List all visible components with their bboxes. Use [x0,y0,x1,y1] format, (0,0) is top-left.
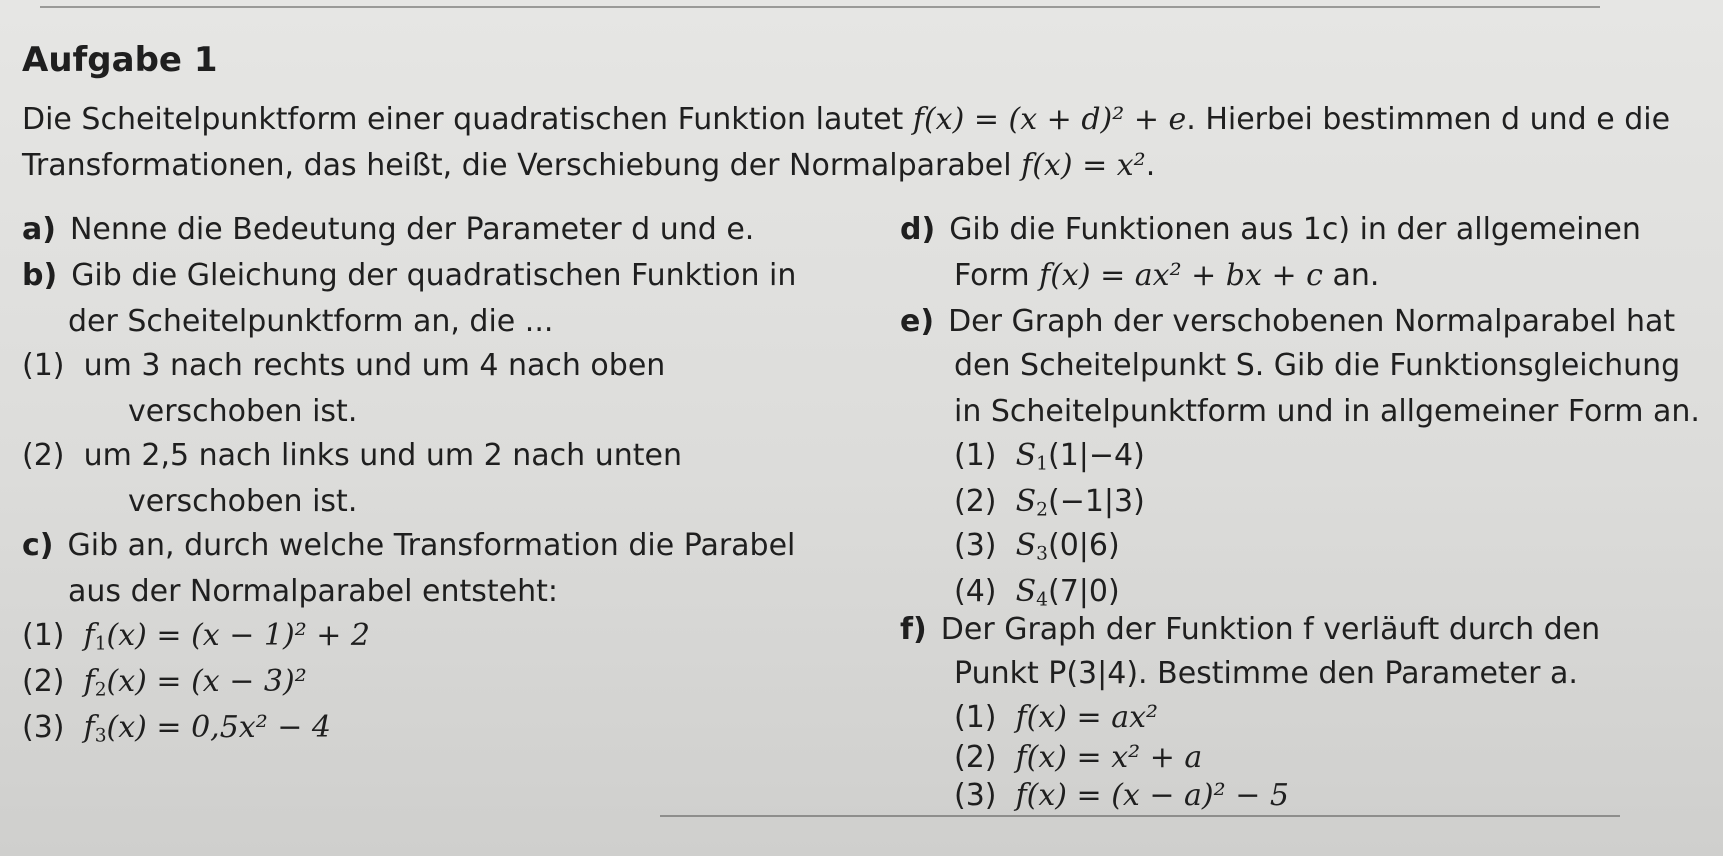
intro-line-1 [22,102,1670,138]
task-b-item-1 [22,348,665,384]
task-d-text-post: an. [1332,258,1380,293]
intro-formula: f(x) = (x + d)² + e [912,102,1187,137]
task-f-item-num: (3) [954,778,997,813]
task-b-label: b) [22,258,58,293]
function-expression: (x) = (x − 1)² + 2 [106,618,371,653]
vertex-point [1016,528,1048,563]
vertex-name: S [1015,484,1037,519]
task-f-item-formula: f(x) = (x − a)² − 5 [1015,778,1289,813]
function-name: f [83,664,95,699]
vertex-index: 1 [1036,453,1048,475]
task-c-item-num: (1) [22,618,65,653]
task-f-item-num: (1) [954,700,997,735]
task-e-item-num: (2) [954,484,997,519]
task-b-line-2: der Scheitelpunktform an, die ... [68,304,554,339]
normal-parabola-formula: f(x) = x² [1021,148,1146,183]
task-c-item-num: (2) [22,664,65,699]
task-a [22,212,754,248]
function-expression: (x) = (x − 3)² [106,664,307,699]
task-c-item [22,618,370,654]
task-e-line-1 [900,304,1675,340]
vertex-name: S [1015,438,1037,473]
task-b-item-2-text: um 2,5 nach links und um 2 nach unten [83,438,682,473]
task-e-item-num: (3) [954,528,997,563]
task-c-text-1: Gib an, durch welche Transformation die Parabel [67,528,796,563]
task-d-line-1 [900,212,1641,248]
task-b-item-1-text: um 3 nach rechts und um 4 nach oben [83,348,666,383]
vertex-point [1016,484,1048,519]
task-f-item-num: (2) [954,740,997,775]
task-c-item-formula [84,618,370,653]
function-index: 2 [94,679,107,701]
task-b-item-1-cont: verschoben ist. [128,394,358,429]
task-e-item [954,484,1145,520]
task-e-line-2: den Scheitelpunkt S. Gib die Funktionsgleichung [954,348,1681,383]
task-e-item [954,574,1120,610]
task-f-text-1: Der Graph der Funktion f verläuft durch den [940,612,1601,647]
task-e-item-num: (4) [954,574,997,609]
vertex-name: S [1015,528,1037,563]
function-index: 3 [94,725,107,747]
task-f-item-formula: f(x) = ax² [1015,700,1159,735]
function-name: f [83,710,95,745]
task-b-item-2-num: (2) [22,438,65,473]
general-form-formula: f(x) = ax² + bx + c [1039,258,1323,293]
task-f-line-1 [900,612,1600,648]
function-name: f [83,618,95,653]
task-f-item [954,740,1202,776]
task-c-item [22,664,307,700]
task-a-label: a) [22,212,56,247]
task-f-item [954,700,1158,736]
vertex-index: 3 [1036,543,1048,565]
task-e-item [954,528,1120,564]
vertex-coordinates: (7|0) [1047,574,1120,609]
task-c-label: c) [22,528,54,563]
task-c-item-formula [84,664,307,699]
intro-line-2 [22,148,1155,184]
vertex-coordinates: (0|6) [1047,528,1120,563]
vertex-coordinates: (1|−4) [1047,438,1145,473]
task-f-item-formula: f(x) = x² + a [1015,740,1203,775]
vertex-point [1016,574,1048,609]
task-b-text-1: Gib die Gleichung der quadratischen Funktion in [71,258,797,293]
task-e-item [954,438,1145,474]
task-b-item-2 [22,438,682,474]
task-b-item-1-num: (1) [22,348,65,383]
intro-period: . [1145,148,1156,183]
task-b-line-1 [22,258,796,294]
intro-text: Die Scheitelpunktform einer quadratischen Funktion lautet [22,102,904,137]
task-b-item-2-cont: verschoben ist. [128,484,358,519]
task-f-line-2: Punkt P(3|4). Bestimme den Parameter a. [954,656,1578,691]
task-f-label: f) [900,612,927,647]
task-d-text-1: Gib die Funktionen aus 1c) in der allgemeinen [949,212,1641,247]
task-title: Aufgabe 1 [22,40,218,80]
task-a-text: Nenne die Bedeutung der Parameter d und e. [69,212,755,247]
task-e-line-3: in Scheitelpunktform und in allgemeiner Form an. [954,394,1700,429]
task-e-text-1: Der Graph der verschobenen Normalparabel hat [948,304,1676,339]
task-c-line-1 [22,528,795,564]
vertex-point [1016,438,1048,473]
vertex-name: S [1015,574,1037,609]
task-d-line-2 [954,258,1379,294]
vertex-index: 2 [1036,499,1048,521]
intro-text-post: . Hierbei bestimmen d und e die [1186,102,1671,137]
task-c-line-2: aus der Normalparabel entsteht: [68,574,558,609]
task-c-item [22,710,331,746]
task-c-item-formula [84,710,331,745]
function-expression: (x) = 0,5x² − 4 [106,710,332,745]
vertex-index: 4 [1036,589,1048,611]
vertex-coordinates: (−1|3) [1047,484,1145,519]
intro-text-2: Transformationen, das heißt, die Verschiebung der Normalparabel [22,148,1012,183]
task-d-label: d) [900,212,936,247]
task-c-item-num: (3) [22,710,65,745]
task-f-item [954,778,1289,814]
function-index: 1 [94,633,107,655]
task-e-label: e) [900,304,935,339]
task-d-text-2: Form [954,258,1030,293]
task-e-item-num: (1) [954,438,997,473]
